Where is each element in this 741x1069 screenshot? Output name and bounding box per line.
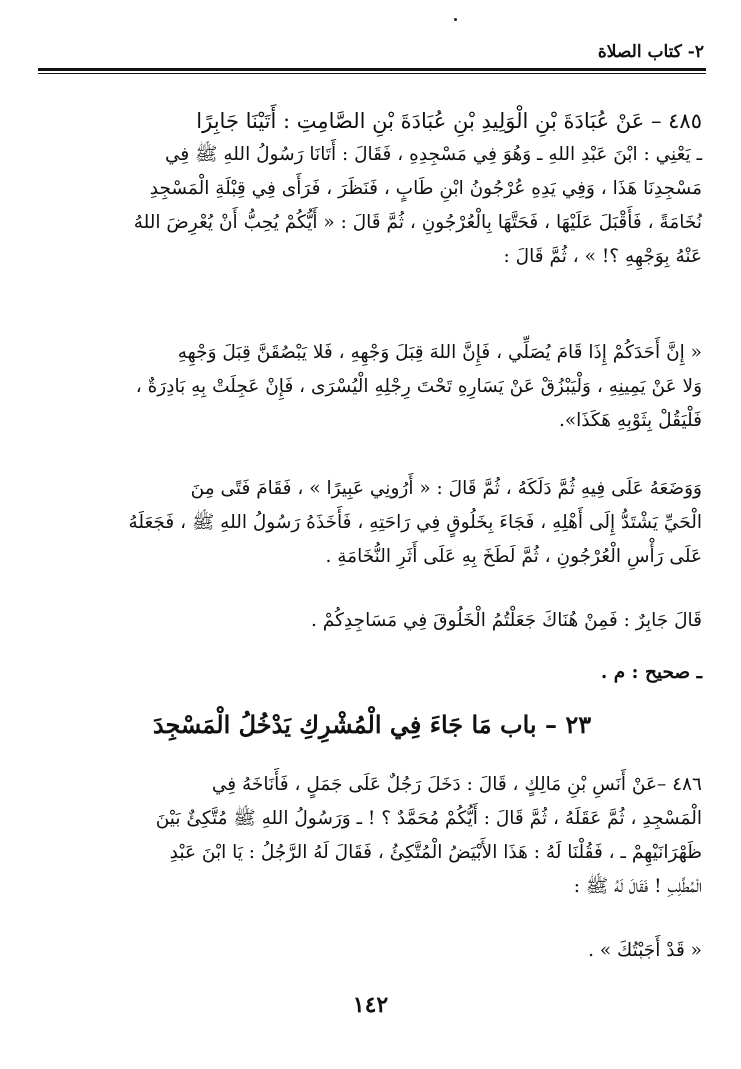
- hadith-485-body: [42, 104, 702, 274]
- hadith-line: عَنْهُ بِوَجْهِهِ ؟! » ، ثُمَّ قَالَ :: [503, 246, 702, 267]
- quote-line: فَلْيَقُلْ بِثَوْبِهِ هَكَذَا».: [558, 410, 702, 431]
- hadith-line: نُخَامَةً ، فَأَقْبَلَ عَلَيْهَا ، فَحَتَّهَا بِالْعُرْجُونِ ، ثُمَّ قَالَ : « أَيُّكُمْ يُحِبُّ أَنْ يُعْرِضَ اللهُ: [133, 212, 702, 233]
- hadith-485-prophetic-quote: [42, 336, 702, 438]
- header-rule-thin: [38, 73, 706, 74]
- header-rule-thick: [38, 68, 706, 71]
- hadith-line: ٤٨٥ – عَنْ عُبَادَةَ بْنِ الْوَلِيدِ بْنِ عُبَادَةَ بْنِ الصَّامِتِ : أَتَيْنَا جَابِرًا: [196, 109, 702, 133]
- quote-line: « قَدْ أَجَبْتُكَ » .: [588, 940, 702, 961]
- quote-line: وَلا عَنْ يَمِينِهِ ، وَلْيَبْزُقْ عَنْ يَسَارِهِ تَحْتَ رِجْلِهِ الْيُسْرَى ، فَإِنْ عَجِلَتْ بِهِ بَادِرَةٌ ،: [135, 376, 702, 397]
- hadith-line: مَسْجِدِنَا هَذَا ، وَفِي يَدِهِ عُرْجُونُ ابْنِ طَابٍ ، فَنَظَرَ ، فَرَأَى فِي قِبْلَةِ الْمَسْجِدِ: [149, 178, 702, 199]
- jabir-line: قَالَ جَابِرٌ : فَمِنْ هُنَاكَ جَعَلْتُمُ الْخَلُوقَ فِي مَسَاجِدِكُمْ .: [311, 610, 702, 631]
- running-header: ٢- كتاب الصلاة: [597, 42, 704, 62]
- hadith-486-body: [42, 768, 702, 904]
- hadith-line: الْمَسْجِدِ ، ثُمَّ عَقَلَهُ ، ثُمَّ قَالَ : أَيُّكُمْ مُحَمَّدٌ ؟ ! ـ وَرَسُولُ اللهِ ﷺ مُتَّكِئٌ بَيْنَ: [155, 808, 702, 829]
- quote-line: « إِنَّ أَحَدَكُمْ إِذَا قَامَ يُصَلِّي ، فَإِنَّ اللهَ قِبَلَ وَجْهِهِ ، فَلا يَبْصُقَنَّ قِبَلَ وَجْهِهِ: [177, 342, 702, 363]
- grade-line: ـ صحيح : م .: [600, 662, 702, 683]
- hadith-line: وَوَضَعَهُ عَلَى فِيهِ ثُمَّ دَلَكَهُ ، ثُمَّ قَالَ : « أَرُونِي عَبِيرًا » ، فَقَامَ فَتًى مِنَ: [190, 478, 702, 499]
- page-number: ١٤٢: [352, 992, 389, 1018]
- hadith-line: ـ يَعْنِي : ابْنَ عَبْدِ اللهِ ـ وَهُوَ فِي مَسْجِدِهِ ، فَقَالَ : أَتَانَا رَسُولُ اللهِ ﷺ فِي: [165, 144, 702, 165]
- hadith-line: ظَهْرَانَيْهِمْ ـ ، فَقُلْنَا لَهُ : هَذَا الأَبْيَضُ الْمُتَّكِئُ ، فَقَالَ لَهُ الرَّجُلُ : يَا ابْنَ عَبْدِ: [169, 842, 702, 863]
- hadith-485-continuation: [42, 472, 702, 574]
- hadith-line: عَلَى رَأْسِ الْعُرْجُونِ ، ثُمَّ لَطَخَ بِهِ عَلَى أَثَرِ النُّخَامَةِ .: [325, 546, 702, 567]
- hadith-line: الْحَيِّ يَشْتَدُّ إِلَى أَهْلِهِ ، فَجَاءَ بِخَلُوقٍ فِي رَاحَتِهِ ، فَأَخَذَهُ رَسُولُ اللهِ ﷺ ، فَجَعَلَهُ: [128, 512, 702, 533]
- grade-label: [42, 656, 702, 690]
- chapter-heading: ٢٣ – باب مَا جَاءَ فِي الْمُشْرِكِ يَدْخُلُ الْمَسْجِدَ: [152, 710, 592, 739]
- jabir-statement: [42, 604, 702, 638]
- hadith-line: الْمُطَّلِبِ ! فَقَالَ لَهُ ﷺ :: [573, 876, 702, 897]
- hadith-486-quote: [42, 934, 702, 968]
- hadith-line: ٤٨٦ –عَنْ أَنَسِ بْنِ مَالِكٍ ، قَالَ : دَخَلَ رَجُلٌ عَلَى جَمَلٍ ، فَأَنَاخَهُ فِي: [211, 774, 702, 795]
- print-speck: [454, 18, 457, 21]
